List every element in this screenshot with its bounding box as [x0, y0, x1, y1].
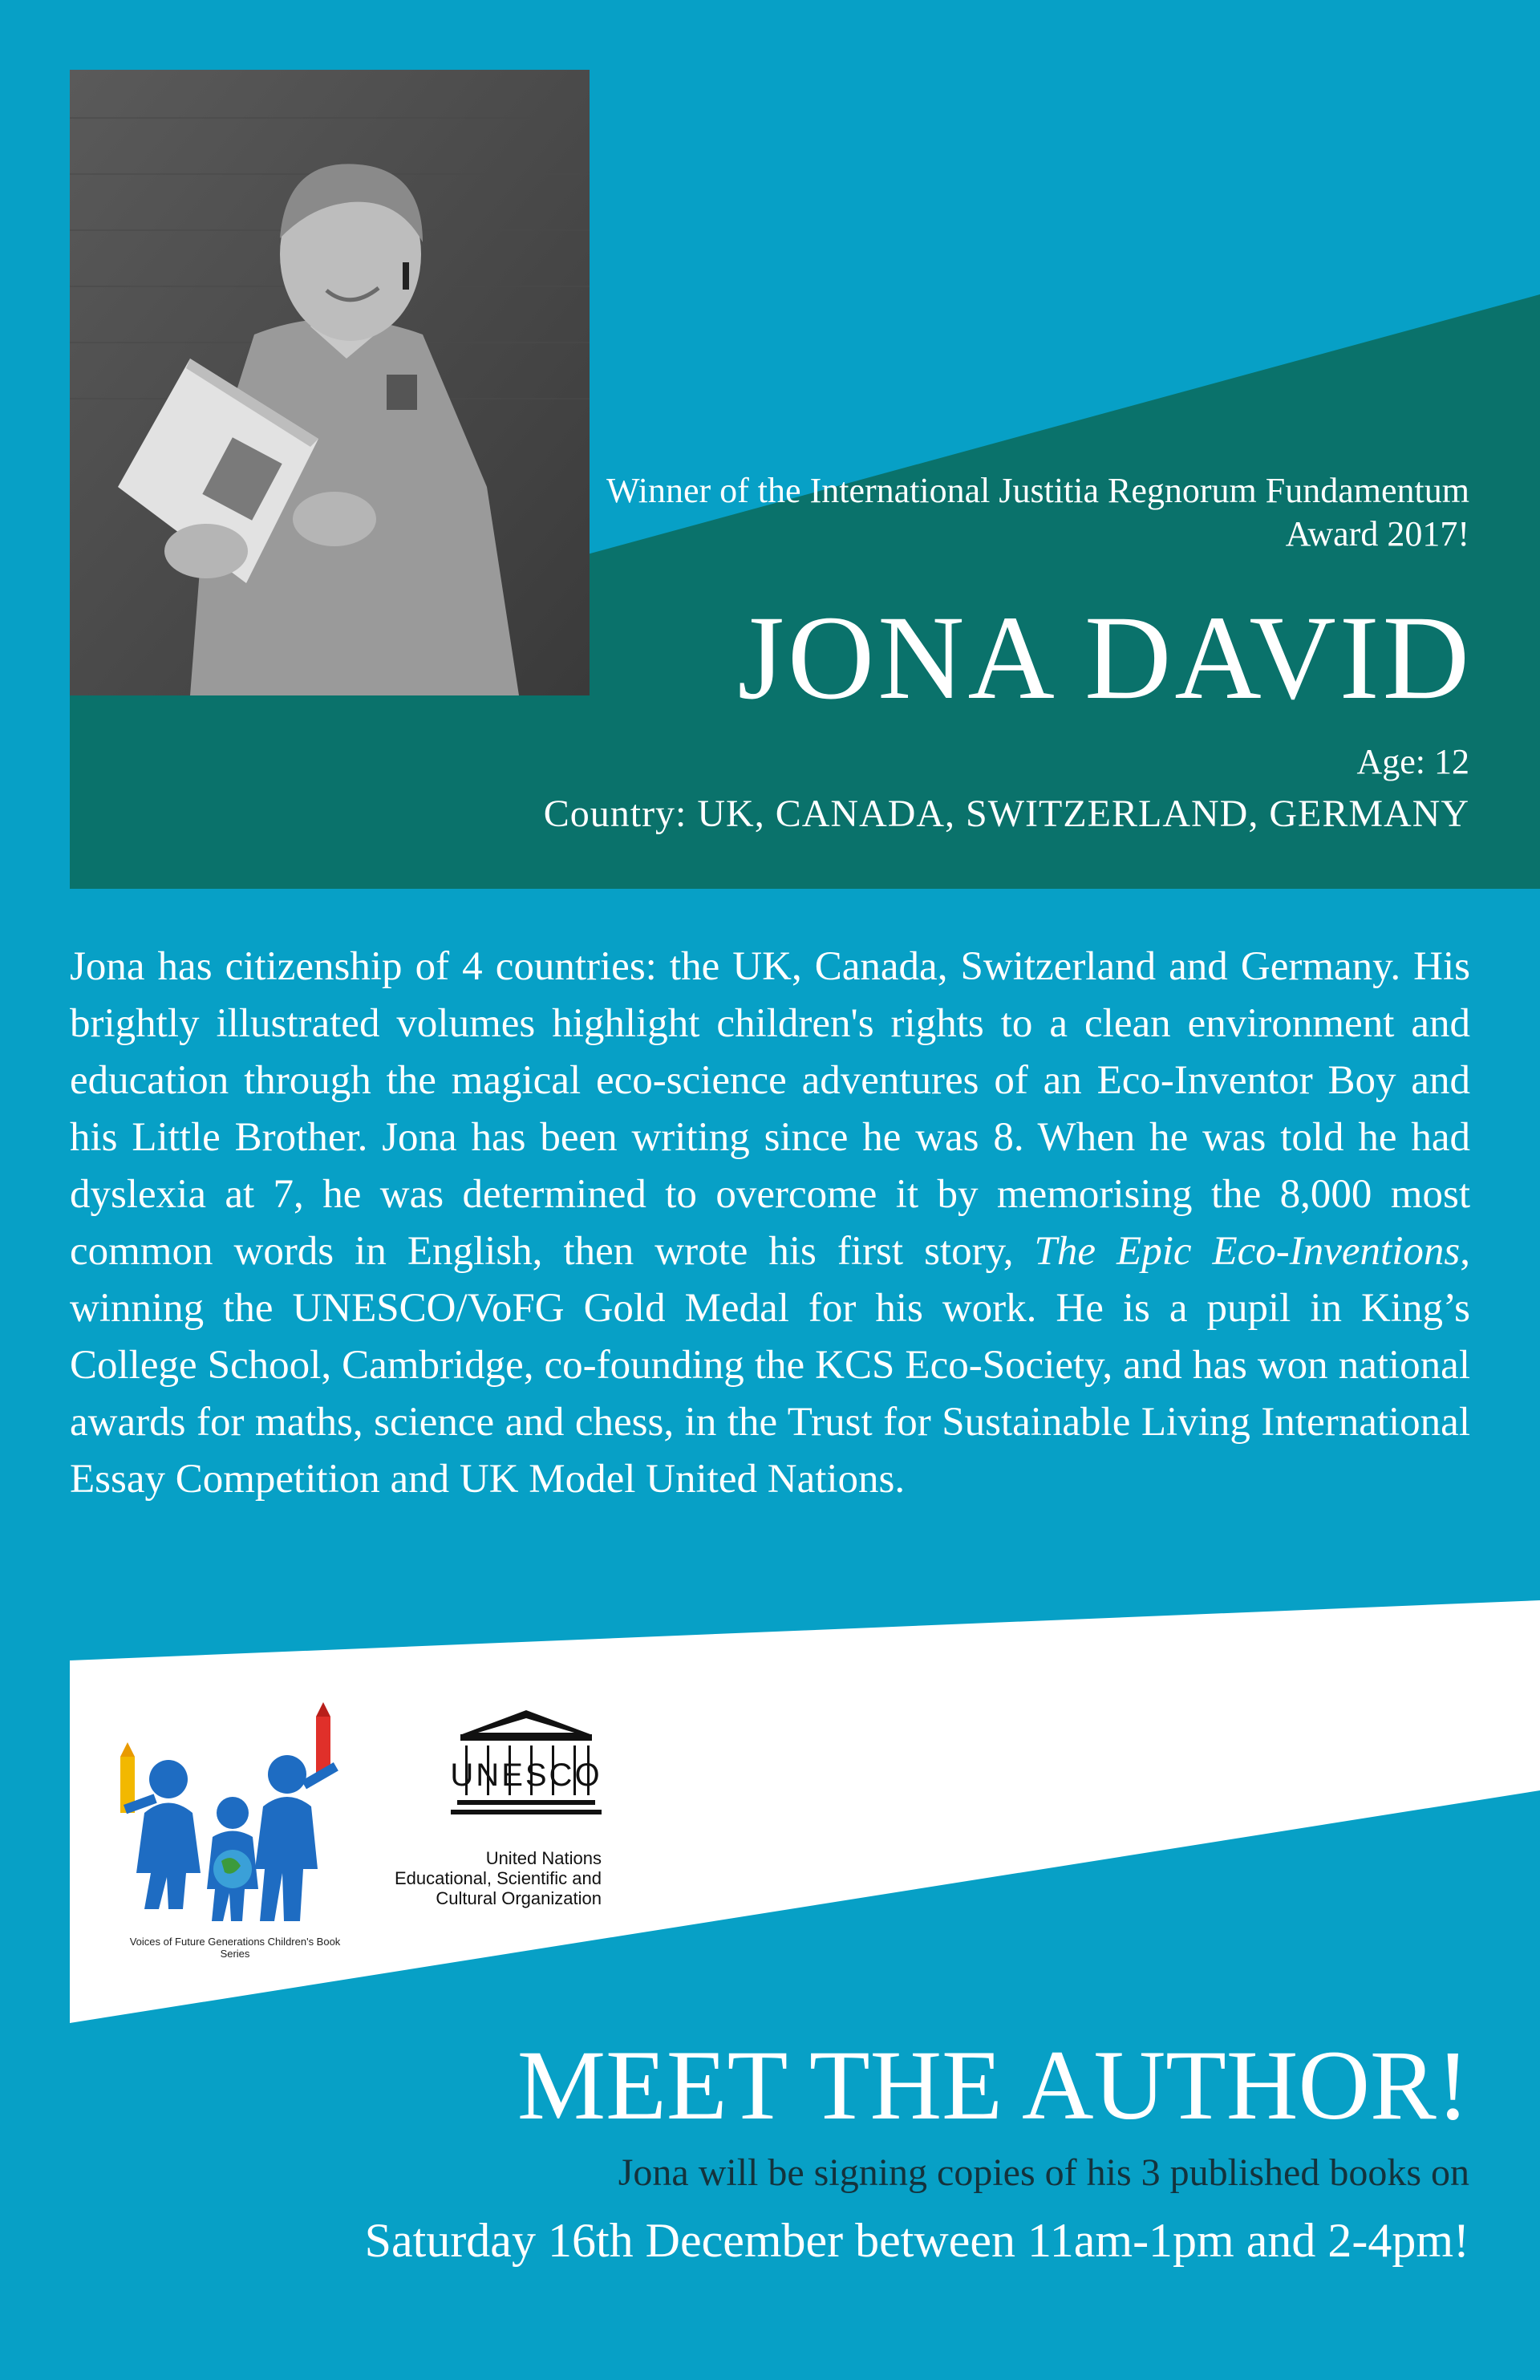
- unesco-logo: [446, 1709, 606, 1829]
- unesco-caption-line: Educational, Scientific and: [394, 1868, 602, 1888]
- author-name: JONA DAVID: [737, 591, 1473, 724]
- bio-text-part-1: Jona has citizenship of 4 countries: the UK, Canada, Switzerland and Germany. His brightly illustrated volumes highlight children's rights to a clean environment and education through the magical eco-science adventures of an Eco-Inventor Boy and his Little Brother. Jona has been writing since he was 8. When he was told he had dyslexia at 7, he was determined to overcome it by memorising the 8,000 most common words in English, then wrote his first story,: [70, 944, 1470, 1274]
- author-country: Country: UK, CANADA, SWITZERLAND, GERMANY: [543, 793, 1469, 835]
- vofg-caption: Voices of Future Generations Children's Book Series: [129, 1936, 341, 1960]
- bio-text-part-2: , winning the UNESCO/VoFG Gold Medal for his work. He is a pupil in King’s College School, Cambridge, co-founding the KCS Eco-Society, and has won national awards for maths, science and chess, in the Trust for Sustainable Living International Essay Competition and UK Model United Nations.: [70, 1229, 1470, 1502]
- author-biography: [70, 939, 1470, 1508]
- award-text: Winner of the International Justitia Regnorum Fundamentum Award 2017!: [606, 471, 1469, 553]
- unesco-wordmark: UNESCO: [450, 1758, 602, 1793]
- signing-text: Jona will be signing copies of his 3 published books on: [618, 2151, 1469, 2194]
- meet-the-author-heading: MEET THE AUTHOR!: [517, 2030, 1469, 2140]
- unesco-caption: [390, 1848, 602, 1908]
- author-photo: [70, 70, 590, 695]
- unesco-caption-line: United Nations: [485, 1848, 602, 1868]
- vofg-logo: [112, 1701, 369, 1957]
- author-age: Age: 12: [1356, 742, 1469, 781]
- bio-book-title: The Epic Eco-Inventions: [1034, 1229, 1461, 1274]
- unesco-caption-line: Cultural Organization: [436, 1888, 602, 1908]
- event-date-time: Saturday 16th December between 11am-1pm and 2-4pm!: [364, 2214, 1469, 2267]
